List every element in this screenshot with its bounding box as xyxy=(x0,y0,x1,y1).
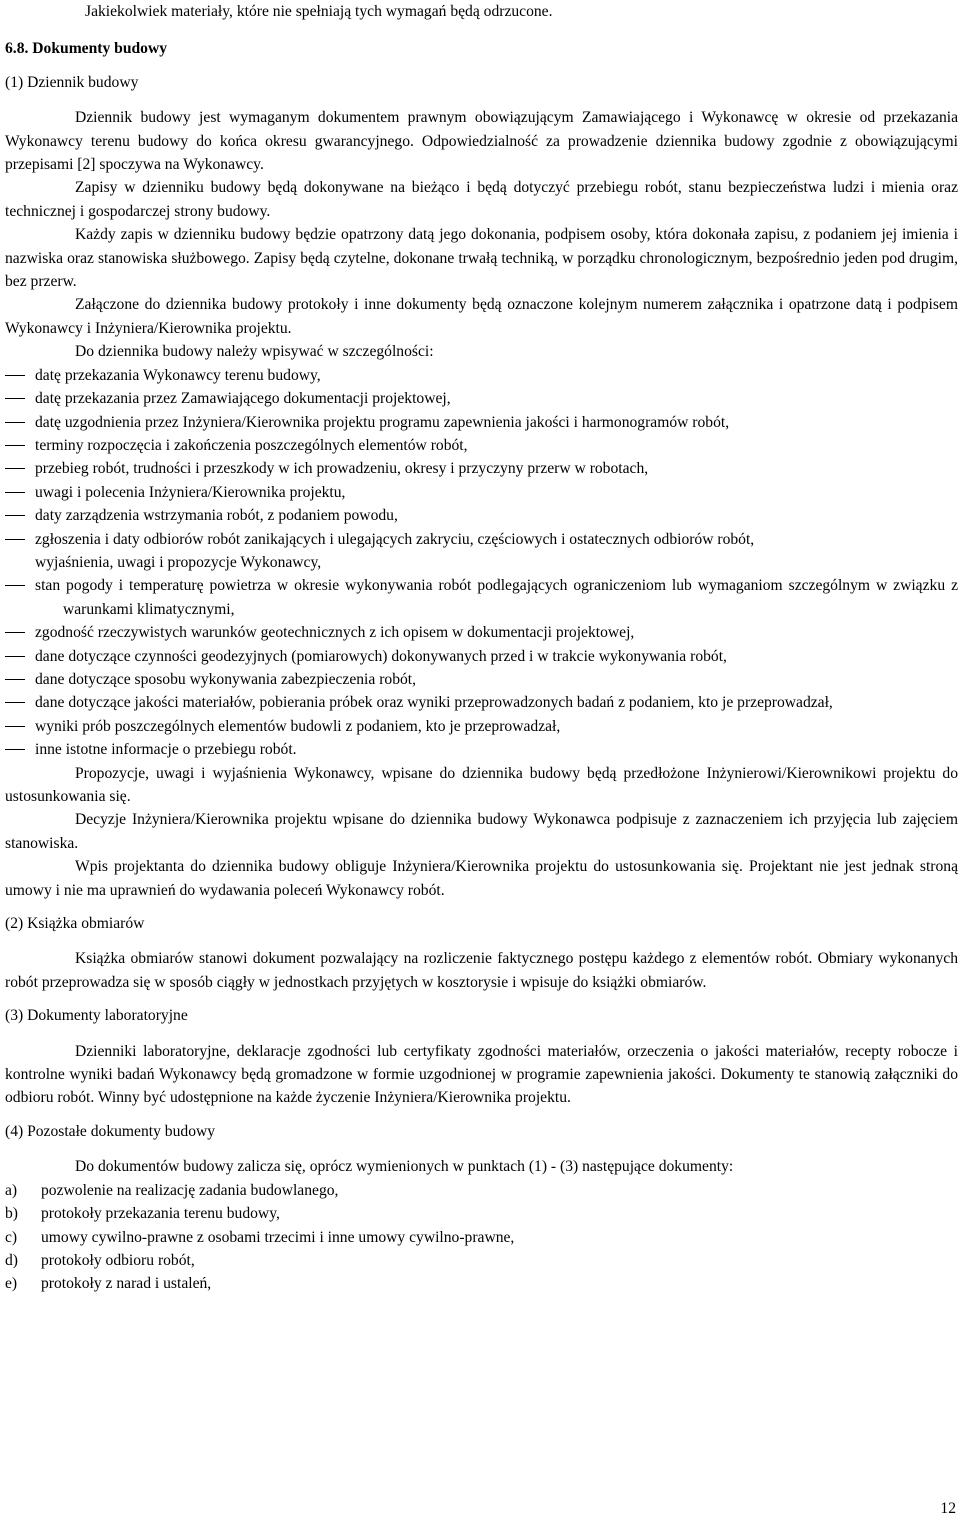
paragraph: Zapisy w dzienniku budowy będą dokonywane na bieżąco i będą dotyczyć przebiegu robót, stanu bezpieczeństwa ludzi i mienia oraz technicznej i gospodarczej strony budowy. xyxy=(5,179,958,220)
list-item: d) protokoły odbioru robót, xyxy=(5,1251,195,1269)
list-item: dane dotyczące jakości materiałów, pobierania próbek oraz wyniki przeprowadzonych badań z podaniem, kto je przeprowadzał, xyxy=(35,694,833,712)
subsection-title-1: (1) Dziennik budowy xyxy=(5,73,139,91)
list-item-continuation: wyjaśnienia, uwagi i propozycje Wykonawcy, xyxy=(35,553,322,571)
paragraph: Decyzje Inżyniera/Kierownika projektu wpisane do dziennika budowy Wykonawca podpisuje z zaznaczeniem ich przyjęcia lub zajęciem stanowiska. xyxy=(5,811,958,852)
paragraph: Wpis projektanta do dziennika budowy obliguje Inżyniera/Kierownika projektu do ustosunkowania się. Projektant nie jest jednak stroną umowy i nie ma uprawnień do wydawania poleceń Wykonawcy robót. xyxy=(5,858,958,899)
list-item: c) umowy cywilno-prawne z osobami trzecimi i inne umowy cywilno-prawne, xyxy=(5,1228,515,1246)
section-title: 6.8. Dokumenty budowy xyxy=(5,40,168,58)
paragraph: Do dokumentów budowy zalicza się, oprócz wymienionych w punktach (1) - (3) następujące dokumenty: xyxy=(75,1158,734,1176)
list-item: datę uzgodnienia przez Inżyniera/Kierownika projektu programu zapewnienia jakości i harmonogramów robót, xyxy=(35,413,730,431)
entries-list xyxy=(5,364,958,762)
document-page xyxy=(5,0,958,1296)
list-item: daty zarządzenia wstrzymania robót, z podaniem powodu, xyxy=(35,507,398,525)
subsection-title-2: (2) Książka obmiarów xyxy=(5,915,145,933)
list-item: a) pozwolenie na realizację zadania budowlanego, xyxy=(5,1181,339,1199)
list-item: b) protokoły przekazania terenu budowy, xyxy=(5,1205,280,1223)
paragraph: Propozycje, uwagi i wyjaśnienia Wykonawcy, wpisane do dziennika budowy będą przedłożone Inżynierowi/Kierownikowi projektu do ustosunkowania się. xyxy=(5,764,958,805)
list-item: dane dotyczące sposobu wykonywania zabezpieczenia robót, xyxy=(35,670,417,688)
list-item: terminy rozpoczęcia i zakończenia poszczególnych elementów robót, xyxy=(35,436,468,454)
list-item: zgodność rzeczywistych warunków geotechnicznych z ich opisem w dokumentacji projektowej, xyxy=(35,624,635,642)
list-item: zgłoszenia i daty odbiorów robót zanikających i ulegających zakryciu, częściowych i ostatecznych odbiorów robót, xyxy=(35,530,755,548)
list-item: datę przekazania Wykonawcy terenu budowy, xyxy=(35,366,321,384)
page-number: 12 xyxy=(940,1500,956,1517)
list-item: dane dotyczące czynności geodezyjnych (pomiarowych) dokonywanych przed i w trakcie wykonywania robót, xyxy=(35,647,727,665)
intro-line: Jakiekolwiek materiały, które nie spełniają tych wymagań będą odrzucone. xyxy=(85,3,553,20)
paragraph: Dziennik budowy jest wymaganym dokumentem prawnym obowiązującym Zamawiającego i Wykonawcę w okresie od przekazania Wykonawcy terenu budowy do końca okresu gwarancyjnego. Odpowiedzialność za prowadzenie dziennika budowy zgodnie z obowiązującymi przepisami [2] spoczywa na Wykonawcy. xyxy=(5,109,958,174)
list-item: wyniki prób poszczególnych elementów budowli z podaniem, kto je przeprowadzał, xyxy=(35,717,561,735)
list-item: uwagi i polecenia Inżyniera/Kierownika projektu, xyxy=(35,483,346,501)
paragraph: Książka obmiarów stanowi dokument pozwalający na rozliczenie faktycznego postępu każdego z elementów robót. Obmiary wykonanych robót przeprowadza się w sposób ciągły w jednostkach przyjętych w kosztorysie i wpisuje do książki obmiarów. xyxy=(5,950,958,991)
subsection-title-4: (4) Pozostałe dokumenty budowy xyxy=(5,1122,216,1140)
subsection-title-3: (3) Dokumenty laboratoryjne xyxy=(5,1007,188,1025)
list-item: inne istotne informacje o przebiegu robót. xyxy=(35,741,297,759)
paragraph: Każdy zapis w dzienniku budowy będzie opatrzony datą jego dokonania, podpisem osoby, która dokonała zapisu, z podaniem jej imienia i nazwiska oraz stanowiska służbowego. Zapisy będą czytelne, dokonane trwałą techniką, w porządku chronologicznym, bezpośrednio jeden pod drugim, bez przerw. xyxy=(5,226,958,291)
documents-list xyxy=(5,1179,958,1296)
paragraph: Załączone do dziennika budowy protokoły i inne dokumenty będą oznaczone kolejnym numerem załącznika i opatrzone datą i podpisem Wykonawcy i Inżyniera/Kierownika projektu. xyxy=(5,296,958,337)
list-item: przebieg robót, trudności i przeszkody w ich prowadzeniu, okresy i przyczyny przerw w robotach, xyxy=(35,460,649,478)
paragraph: Do dziennika budowy należy wpisywać w szczególności: xyxy=(75,343,434,361)
list-item: e) protokoły z narad i ustaleń, xyxy=(5,1275,212,1293)
list-item: stan pogody i temperaturę powietrza w okresie wykonywania robót podlegających ograniczeniom lub wymaganiom szczególnym w związku z warunkami klimatycznymi, xyxy=(35,577,958,618)
paragraph: Dzienniki laboratoryjne, deklaracje zgodności lub certyfikaty zgodności materiałów, orzeczenia o jakości materiałów, recepty robocze i kontrolne wyniki badań Wykonawcy będą gromadzone w formie uzgodnionej w programie zapewnienia jakości. Dokumenty te stanowią załączniki do odbioru robót. Winny być udostępnione na każde życzenie Inżyniera/Kierownika projektu. xyxy=(5,1042,958,1107)
list-item: datę przekazania przez Zamawiającego dokumentacji projektowej, xyxy=(35,390,451,408)
